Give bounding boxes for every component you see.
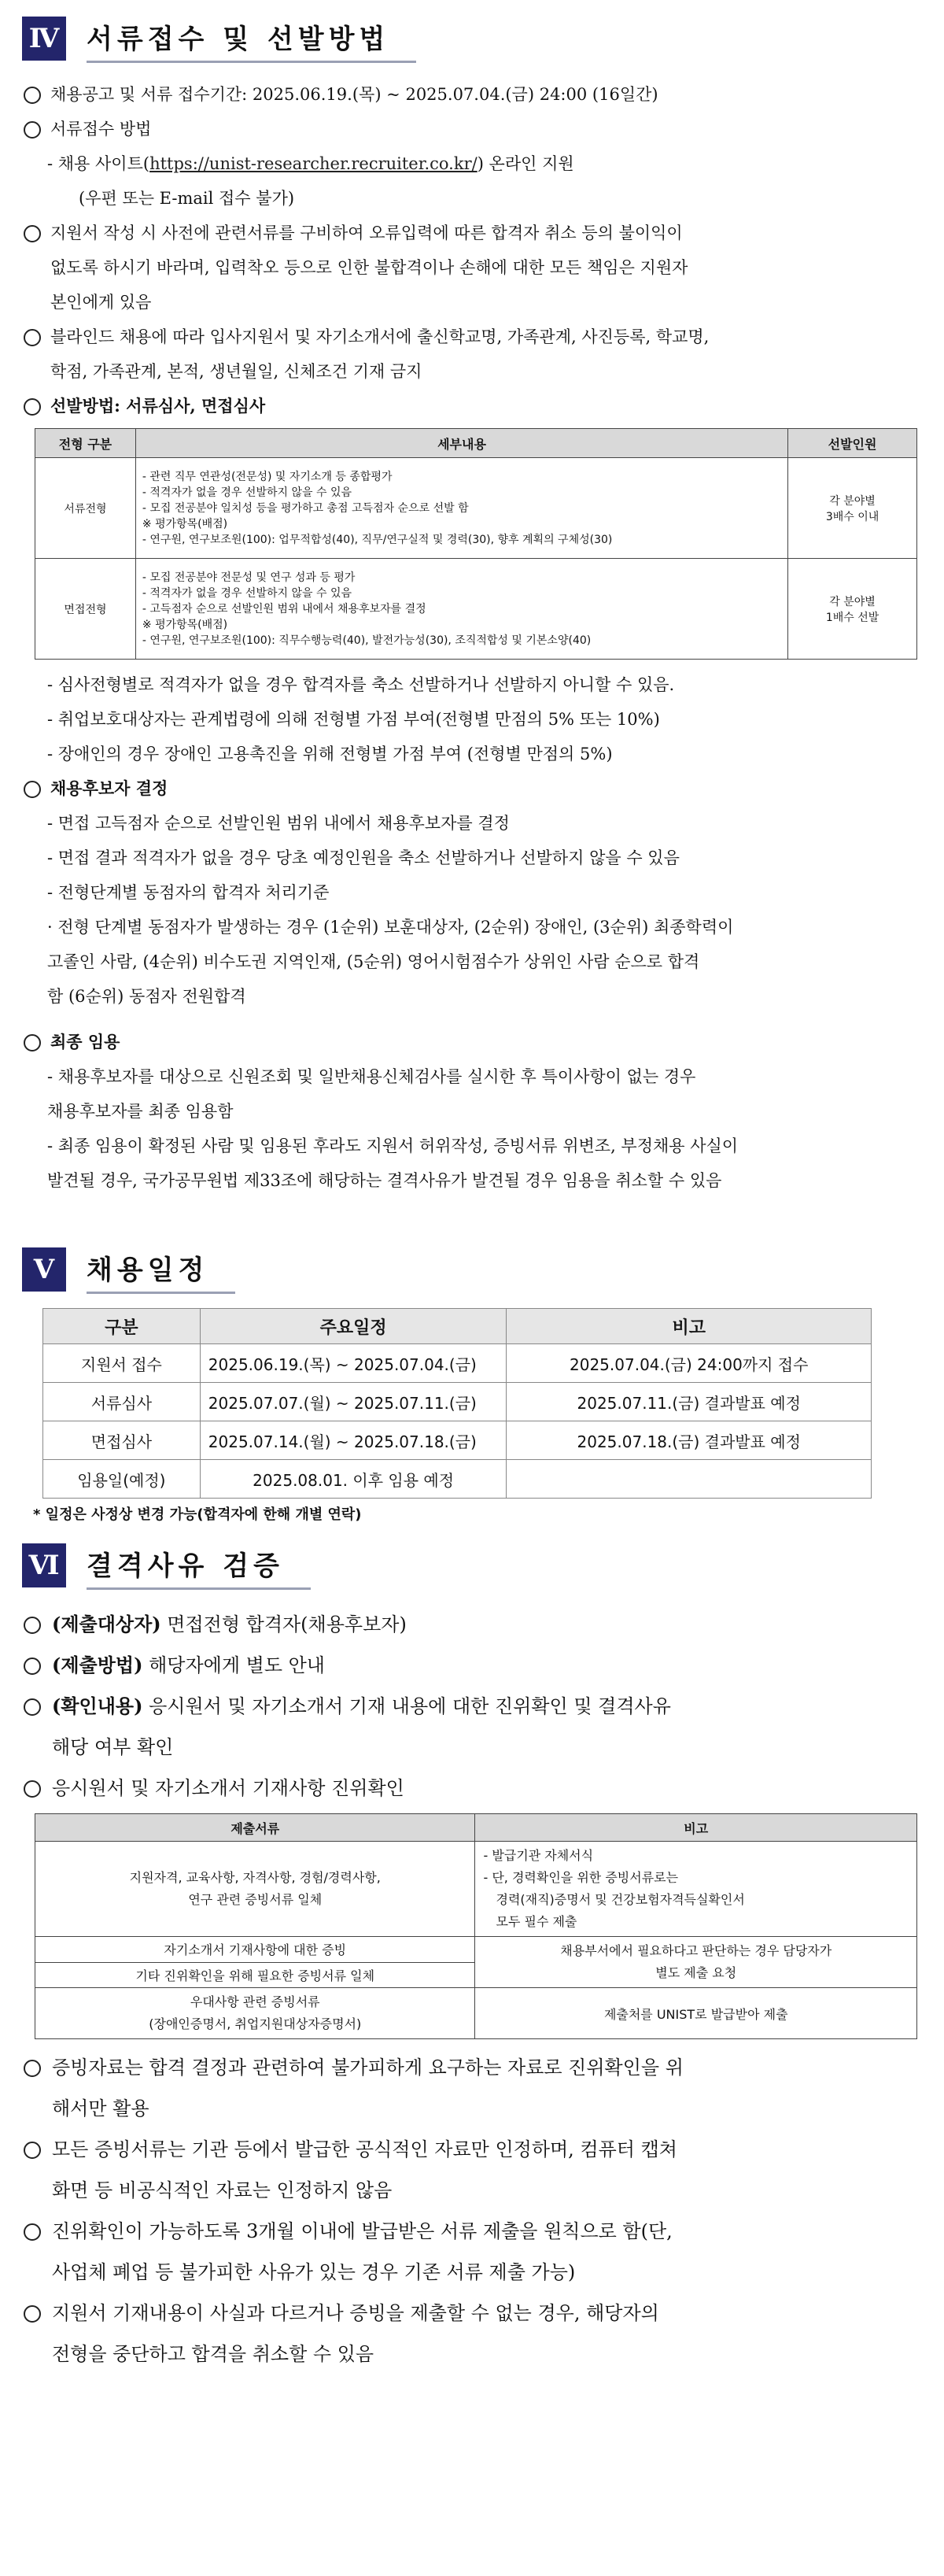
tie-rules: · 전형 단계별 동점자가 발생하는 경우 (1순위) 보훈대상자, (2순위) 장애인, (3순위) 최종학력이 고졸인 사람, (4순위) 비수도권 지역인재, (5순위) 영어시험점수가 상위인 사람 순으로 합격 함 (6순위) 동점자 전원합격 — [47, 918, 734, 1006]
section-4-header — [22, 14, 919, 63]
table-row: 지원서 접수 2025.06.19.(목) ~ 2025.07.04.(금) 2025.07.04.(금) 24:00까지 접수 — [43, 1344, 872, 1383]
table-row: 면접전형 - 모집 전공분야 전문성 및 연구 성과 등 평가 - 적격자가 없을 경우 선발하지 않을 수 있음 - 고득점자 순으로 선발인원 범위 내에서 채용후보자를 결정 ※ 평가항목(배점) - 연구원, 연구보조원(100): 직무수행능력(40), 발전가능성(30), 조직적합성 및 기본소양(40) 각 분야별 1배수 선발 — [35, 559, 917, 660]
section-6-title: 결격사유 검증 — [87, 1541, 311, 1590]
recruit-site-link[interactable]: https://unist-researcher.recruiter.co.kr/ — [149, 154, 478, 173]
candidate-decision: 채용후보자 결정 — [22, 771, 919, 806]
blind-hiring-note: 블라인드 채용에 따라 입사지원서 및 자기소개서에 출신학교명, 가족관계, 사진등록, 학교명, 학점, 가족관계, 본적, 생년월일, 신체조건 기재 금지 — [22, 320, 919, 389]
evidence-use-note: 증빙자료는 합격 결정과 관련하여 불가피하게 요구하는 자료로 진위확인을 위 해서만 활용 — [22, 2047, 919, 2129]
section-5-title: 채용일정 — [87, 1245, 235, 1294]
table-row: 서류전형 - 관련 직무 연관성(전문성) 및 자기소개 등 종합평가 - 적격자가 없을 경우 선발하지 않을 수 있음 - 모집 전공분야 일치성 등을 평가하고 총점 고득점자 순으로 선발 함 ※ 평가항목(배점) - 연구원, 연구보조원(100): 업무적합성(40), 직무/연구실적 및 경력(30), 향후 계획의 구체성(30) 각 분야별 3배수 이내 — [35, 458, 917, 559]
official-docs-note: 모든 증빙서류는 기관 등에서 발급한 공식적인 자료만 인정하며, 컴퓨터 캡쳐 화면 등 비공식적인 자료는 인정하지 않음 — [22, 2129, 919, 2211]
submit-method: (제출방법) 해당자에게 별도 안내 — [22, 1645, 919, 1686]
application-site-line: - 채용 사이트(https://unist-researcher.recruiter.co.kr/) 온라인 지원 — [47, 154, 574, 173]
final-appointment: 최종 임용 — [22, 1025, 919, 1059]
table-row: 임용일(예정) 2025.08.01. 이후 임용 예정 — [43, 1460, 872, 1499]
table-row: 면접심사 2025.07.14.(월) ~ 2025.07.18.(금) 2025.07.18.(금) 결과발표 예정 — [43, 1421, 872, 1460]
submit-target: (제출대상자) 면접전형 합격자(채용후보자) — [22, 1604, 919, 1645]
document-warning: 지원서 작성 시 사전에 관련서류를 구비하여 오류입력에 따른 합격자 취소 등의 불이익이 없도록 하시기 바라며, 입력착오 등으로 인한 불합격이나 손해에 대한 모든 책임은 지원자 본인에게 있음 — [22, 216, 919, 320]
note-veterans: - 취업보호대상자는 관계법령에 의해 전형별 가점 부여(전형별 만점의 5% 또는 10%) — [47, 710, 660, 729]
schedule-table: 구분 주요일정 비고 지원서 접수 2025.06.19.(목) ~ 2025.07.04.(금) 2025.07.04.(금) 24:00까지 접수 서류심사 2025.07.07.(월) ~ 2025.07.11.(금) 2025.07.11.(금) 결과발표 예정 면접심사 2025.07.14.(월) ~ 2025.07.18.(금) 2025.07.18.(금) 결과발표 예정 임용일(예정) 2025.08.01. 이후 임용 예정 — [42, 1308, 872, 1499]
section-6-numeral: Ⅵ — [22, 1543, 66, 1587]
section-4-numeral: Ⅳ — [22, 17, 66, 61]
check-content: (확인내용) 응시원서 및 자기소개서 기재 내용에 대한 진위확인 및 결격사유 해당 여부 확인 — [22, 1686, 919, 1768]
schedule-note: * 일정은 사정상 변경 가능(합격자에 한해 개별 연락) — [33, 1506, 362, 1523]
document-page: Ⅳ 서류접수 및 선발방법 채용공고 및 서류 접수기간: 2025.06.19.(목) ~ 2025.07.04.(금) 24:00 (16일간) 서류접수 방법 - 채용 사이트(https://unist-researcher.recruiter.co.kr/) 온라인 지원 (우편 또는 E-mail 접수 불가) 지원서 작성 시 사전에 관련서류를 구비하여 오류입력에 따른 합격자 취소 등의 불이익이 없도록 하시기 바라며, 입력착오 등으로 인한 불합격이나 손해에 대한 모든 책임은 지원자 본인에게 있음 블라인드 채용에 따라 입사지원서 및 자기소개서에 출신학교명, 가족관계, 사진등록, 학교명, 학점, 가족관계, 본적, 생년월일, 신체조건 기재 금지 선발방법: 서류심사, 면접심사 전형 구분 세부내용 선발인원 서류전형 - 관련 직무 연관성(전문성) 및 자기소개 등 종합평가 - 적격자가 없을 경우 선발하지 않을 수 있음 - 모집 전공분야 일치성 등을 평가하고 총점 고득점자 순으로 선발 함 ※ 평가항목(배점) - 연구원, 연구보조원(100): 업무적합성(40), 직무/연구실적 및 경력(30), 향후 계획의 구체성(30) 각 분야별 3배수 이내 면접전형 - 모집 전공분야 전문성 및 연구 성과 등 평가 - 적격자가 없을 경우 선발하지 않을 수 있음 - 고득점자 순으로 선발인원 범위 내에서 채용후보자를 결정 ※ 평가항목(배점) - 연구원, 연구보조원(100): 직무수행능력(40), 발전가능성(30), 조직적합성 및 기본소양(40) 각 분야별 1배수 선발 - 심사전형별로 적격자가 없을 경우 합격자를 축소 선발하거나 선발하지 아니할 수 있음. - 취업보호대상자는 관계법령에 의해 전형별 가점 부여(전형별 만점의 5% 또는 10%) - 장애인의 경우 장애인 고용촉진을 위해 전형별 가점 부여 (전형별 만점의 5%) 채용후보자 결정 - 면접 고득점자 순으로 선발인원 범위 내에서 채용후보자를 결정 - 면접 결과 적격자가 없을 경우 당초 예정인원을 축소 선발하거나 선발하지 않을 수 있음 - 전형단계별 동점자의 합격자 처리기준 · 전형 단계별 동점자가 발생하는 경우 (1순위) 보훈대상자, (2순위) 장애인, (3순위) 최종학력이 고졸인 사람, (4순위) 비수도권 지역인재, (5순위) 영어시험점수가 상위인 사람 순으로 합격 함 (6순위) 동점자 전원합격 최종 임용 - 채용후보자를 대상으로 신원조회 및 일반채용신체검사를 실시한 후 특이사항이 없는 경우 채용후보자를 최종 임용함 - 최종 임용이 확정된 사람 및 임용된 후라도 지원서 허위작성, 증빙서류 위변조, 부정채용 사실이 발견될 경우, 국가공무원법 제33조에 해당하는 결격사유가 발견될 경우 임용을 취소할 수 있음 Ⅴ 채용일정 구분 주요일정 비고 지원서 접수 2025.06.19.(목) ~ 2025.07.04.(금) 2025.07.04.(금) 24:00까지 접수 서류심사 2025.07.07.(월) ~ 2025.07.11.(금) 2025.07.11.(금) 결과발표 예정 면접심사 2025.07.14.(월) ~ 2025.07.18.(금) 2025.07.18.(금) 결과발표 예정 임용일(예정) 2025.08.01. 이후 임용 예정 * 일정은 사정상 변경 가능(합격자에 한해 개별 연락) Ⅵ 결격사유 검증 (제출대상자) 면접전형 합격자(채용후보자) (제출방법) 해당자에게 별도 안내 (확인내용) 응시원서 및 자기소개서 기재 내용에 대한 진위확인 및 결격사유 해당 여부 확인 응시원서 및 자기소개서 기재사항 진위확인 제출서류 비고 지원자격, 교육사항, 자격사항, 경험/경력사항, 연구 관련 증빙서류 일체 - 발급기관 자체서식 - 단, 경력확인을 위한 증빙서류로는 경력(재직)증명서 및 건강보험자격득실확인서 모두 필수 제출 자기소개서 기재사항에 대한 증빙 채용부서에서 필요하다고 판단하는 경우 담당자가 별도 제출 요청 기타 진위확인을 위해 필요한 증빙서류 일체 우대사항 관련 증빙서류 (장애인증명서, 취업지원대상자증명서) 제출처를 UNIST로 발급받아 제출 증빙자료는 합격 결정과 관련하여 불가피하게 요구하는 자료로 진위확인을 위 해서만 활용 모든 증빙서류는 기관 등에서 발급한 공식적인 자료만 인정하며, 컴퓨터 캡쳐 화면 등 비공식적인 자료는 인정하지 않음 진위확인이 가능하도록 3개월 이내에 발급받은 서류 제출을 원칙으로 함(단, 사업체 폐업 등 불가피한 사유가 있는 경우 기존 서류 제출 가능) 지원서 기재내용이 사실과 다르거나 증빙을 제출할 수 없는 경우, 해당자의 전형을 중단하고 합격을 취소할 수 있음 — [0, 0, 942, 2375]
table-row: 서류심사 2025.07.07.(월) ~ 2025.07.11.(금) 2025.07.11.(금) 결과발표 예정 — [43, 1383, 872, 1421]
selection-table: 전형 구분 세부내용 선발인원 서류전형 - 관련 직무 연관성(전문성) 및 자기소개 등 종합평가 - 적격자가 없을 경우 선발하지 않을 수 있음 - 모집 전공분야 일치성 등을 평가하고 총점 고득점자 순으로 선발 함 ※ 평가항목(배점) - 연구원, 연구보조원(100): 업무적합성(40), 직무/연구실적 및 경력(30), 향후 계획의 구체성(30) 각 분야별 3배수 이내 면접전형 - 모집 전공분야 전문성 및 연구 성과 등 평가 - 적격자가 없을 경우 선발하지 않을 수 있음 - 고득점자 순으로 선발인원 범위 내에서 채용후보자를 결정 ※ 평가항목(배점) - 연구원, 연구보조원(100): 직무수행능력(40), 발전가능성(30), 조직적합성 및 기본소양(40) 각 분야별 1배수 선발 — [35, 428, 917, 660]
verify-items: 응시원서 및 자기소개서 기재사항 진위확인 — [22, 1768, 919, 1809]
section-5-header — [22, 1245, 919, 1294]
documents-table: 제출서류 비고 지원자격, 교육사항, 자격사항, 경험/경력사항, 연구 관련 증빙서류 일체 - 발급기관 자체서식 - 단, 경력확인을 위한 증빙서류로는 경력(재직)증명서 및 건강보험자격득실확인서 모두 필수 제출 자기소개서 기재사항에 대한 증빙 채용부서에서 필요하다고 판단하는 경우 담당자가 별도 제출 요청 기타 진위확인을 위해 필요한 증빙서류 일체 우대사항 관련 증빙서류 (장애인증명서, 취업지원대상자증명서) 제출처를 UNIST로 발급받아 제출 — [35, 1813, 917, 2039]
section-5-numeral: Ⅴ — [22, 1247, 66, 1292]
table-row: 우대사항 관련 증빙서류 (장애인증명서, 취업지원대상자증명서) 제출처를 UNIST로 발급받아 제출 — [35, 1988, 917, 2039]
note-no-qualified: - 심사전형별로 적격자가 없을 경우 합격자를 축소 선발하거나 선발하지 아니할 수 있음. — [47, 675, 675, 694]
no-mail-note: (우편 또는 E-mail 접수 불가) — [79, 189, 295, 208]
note-disabled: - 장애인의 경우 장애인 고용촉진을 위해 전형별 가점 부여 (전형별 만점의 5%) — [47, 745, 613, 763]
section-6-header — [22, 1541, 919, 1590]
table-row: 기타 진위확인을 위해 필요한 증빙서류 일체 — [35, 1962, 917, 1988]
section-4-title: 서류접수 및 선발방법 — [87, 14, 416, 63]
application-method: 서류접수 방법 — [22, 112, 919, 146]
table-row: 지원자격, 교육사항, 자격사항, 경험/경력사항, 연구 관련 증빙서류 일체 - 발급기관 자체서식 - 단, 경력확인을 위한 증빙서류로는 경력(재직)증명서 및 건강보험자격득실확인서 모두 필수 제출 — [35, 1842, 917, 1937]
cancel-note: 지원서 기재내용이 사실과 다르거나 증빙을 제출할 수 없는 경우, 해당자의 전형을 중단하고 합격을 취소할 수 있음 — [22, 2293, 919, 2375]
application-period: 채용공고 및 서류 접수기간: 2025.06.19.(목) ~ 2025.07.04.(금) 24:00 (16일간) — [22, 77, 919, 112]
selection-method: 선발방법: 서류심사, 면접심사 — [22, 389, 919, 423]
table-row: 자기소개서 기재사항에 대한 증빙 채용부서에서 필요하다고 판단하는 경우 담당자가 별도 제출 요청 — [35, 1937, 917, 1963]
recent-docs-note: 진위확인이 가능하도록 3개월 이내에 발급받은 서류 제출을 원칙으로 함(단, 사업체 폐업 등 불가피한 사유가 있는 경우 기존 서류 제출 가능) — [22, 2211, 919, 2293]
